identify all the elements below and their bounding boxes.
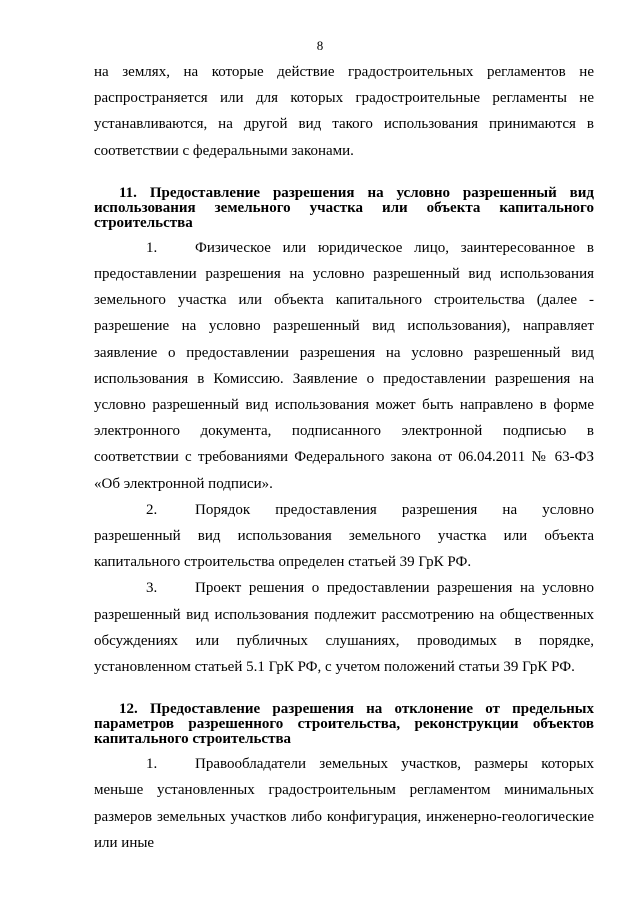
item-number: 2. [146,501,158,518]
document-body [94,59,594,856]
item-number: 1. [146,239,158,256]
section-11-heading: 11. Предоставление разрешения на условно разрешенный вид использования земельного участка или объекта капитального строительства [94,184,594,231]
item-number: 1. [146,756,158,773]
section-12-item-1 [94,751,594,856]
item-number: 3. [146,580,158,597]
section-12-heading: 12. Предоставление разрешения на отклонение от предельных параметров разрешенного строительства, реконструкции объектов капитального строительства [94,701,594,748]
item-text: Порядок предоставления разрешения на условно разрешенный вид использования земельного участка или объекта капитального строительства определен статьей 39 ГрК РФ. [94,501,594,571]
continuation-paragraph: на землях, на которые действие градостроительных регламентов не распространяется или для которых градостроительные регламенты не устанавливаются, на другой вид такого использования принимаются в соответствии с федеральными законами. [94,64,594,159]
section-11-item-3 [94,575,594,680]
page-number: 8 [316,38,324,53]
item-text: Правообладатели земельных участков, размеры которых меньше установленных градостроительным регламентом минимальных размеров земельных участков либо конфигурация, инженерно-геологические или иные [94,756,594,851]
item-text: Проект решения о предоставлении разрешения на условно разрешенный вид использования подлежит рассмотрению на общественных обсуждениях или публичных слушаниях, проводимых в порядке, установленном статьей 5.1 ГрК РФ, с учетом положений статьи 39 ГрК РФ. [94,580,594,676]
item-text: Физическое или юридическое лицо, заинтересованное в предоставлении разрешения на условно разрешенный вид использования земельного участка или объекта капитального строительства (далее - разрешение на условно разрешенный вид использования), направляет заявление о предоставлении разрешения на условно разрешенный вид использования в Комиссию. Заявление о предоставлении разрешения на условно разрешенный вид использования может быть направлено в форме электронного документа, подписанного электронной подписью в соответствии с требованиями Федерального закона от 06.04.2011 № 63-ФЗ «Об электронной подписи». [94,239,594,492]
section-11-item-2 [94,497,594,576]
section-11-item-1 [94,235,594,497]
